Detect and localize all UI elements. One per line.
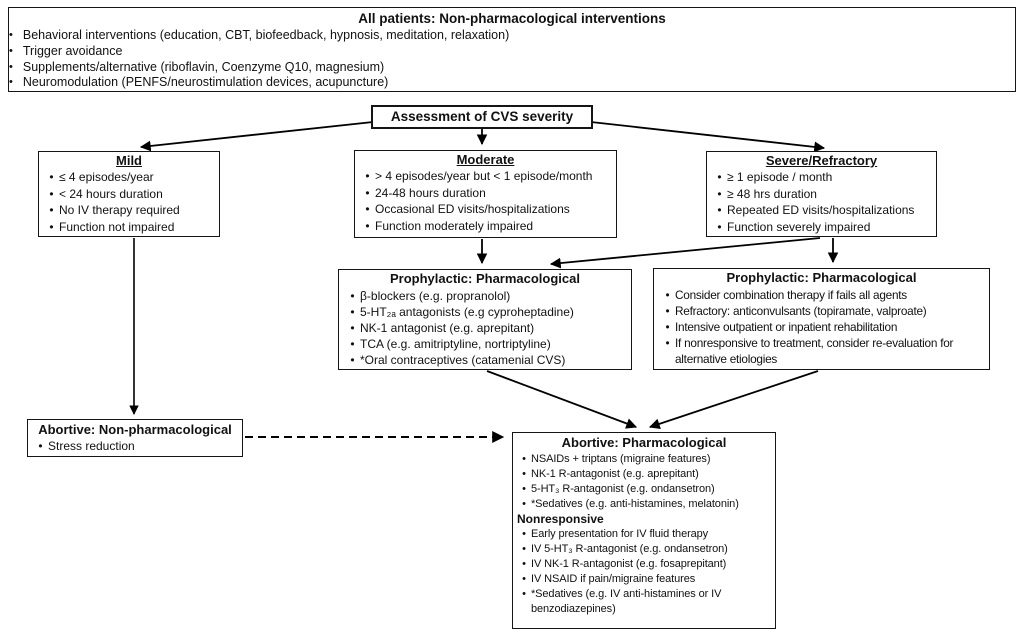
list-item: • Refractory: anticonvulsants (topiramate, valproate) xyxy=(654,303,989,319)
list-item: • > 4 episodes/year but < 1 episode/month xyxy=(355,168,616,185)
arrow-prophylactic-moderate-to-abortive-pharm xyxy=(487,371,636,427)
list-item: • *Sedatives (e.g. anti-histamines, melatonin) xyxy=(513,497,775,512)
bullet-icon: • xyxy=(350,289,355,303)
nonresponsive-subheading: Nonresponsive xyxy=(517,511,604,526)
list-item: • TCA (e.g. amitriptyline, nortriptyline) xyxy=(339,336,631,352)
bullet-icon: • xyxy=(350,353,355,367)
moderate-title: Moderate xyxy=(456,152,515,167)
assessment-box xyxy=(371,105,593,129)
list-item: • Function not impaired xyxy=(39,219,219,236)
bullet-icon: • xyxy=(717,170,722,184)
prophylactic-moderate-box xyxy=(338,269,632,370)
bullet-icon: • xyxy=(522,542,526,555)
list-item: • Function severely impaired xyxy=(707,219,936,236)
bullet-icon: • xyxy=(350,321,355,335)
bullet-icon: • xyxy=(365,202,370,216)
bullet-icon: • xyxy=(665,320,670,334)
bullet-icon: • xyxy=(49,219,54,234)
mild-title: Mild xyxy=(116,153,142,168)
bullet-icon: • xyxy=(350,337,355,351)
bullet-icon: • xyxy=(522,497,526,510)
list-item: • *Oral contraceptives (catamenial CVS) xyxy=(339,352,631,368)
list-item: • 24-48 hours duration xyxy=(355,185,616,202)
bullet-icon: • xyxy=(522,572,526,585)
bullet-icon: • xyxy=(365,169,370,183)
abortive-nonpharmacological-title: Abortive: Non-pharmacological xyxy=(38,422,232,437)
list-item: • Trigger avoidance xyxy=(9,43,123,58)
list-item: • < 24 hours duration xyxy=(39,186,219,203)
list-item: • Supplements/alternative (riboflavin, Coenzyme Q10, magnesium) xyxy=(9,59,385,74)
list-item: • Function moderately impaired xyxy=(355,218,616,235)
list-item: • NK-1 R-antagonist (e.g. aprepitant) xyxy=(513,467,775,482)
list-item: • 5-HT₃ R-antagonist (e.g. ondansetron) xyxy=(513,482,775,497)
list-item: • Consider combination therapy if fails all agents xyxy=(654,287,989,303)
bullet-icon: • xyxy=(665,336,670,350)
prophylactic-moderate-title: Prophylactic: Pharmacological xyxy=(389,271,580,286)
list-item: • No IV therapy required xyxy=(39,202,219,219)
severe-refractory-box xyxy=(706,151,937,237)
abortive-pharmacological-title: Abortive: Pharmacological xyxy=(561,435,727,450)
list-item: • IV NSAID if pain/migraine features xyxy=(513,572,775,587)
abortive-pharmacological-box xyxy=(512,432,776,629)
list-item: • ≤ 4 episodes/year xyxy=(39,169,219,186)
list-item: • IV 5-HT₃ R-antagonist (e.g. ondansetron) xyxy=(513,542,775,557)
bullet-icon: • xyxy=(522,452,526,465)
list-item: • Intensive outpatient or inpatient rehabilitation xyxy=(654,319,989,335)
bullet-icon: • xyxy=(9,44,13,57)
bullet-icon: • xyxy=(365,185,370,200)
mild-box xyxy=(38,151,220,237)
all-patients-title: All patients: Non-pharmacological interventions xyxy=(358,11,666,26)
list-item: • NK-1 antagonist (e.g. aprepitant) xyxy=(339,320,631,336)
list-item: • *Sedatives (e.g. IV anti-histamines or IV benzodiazepines) xyxy=(513,587,775,617)
bullet-icon: • xyxy=(350,305,355,319)
bullet-icon: • xyxy=(717,219,722,234)
list-item: • ≥ 48 hrs duration xyxy=(707,186,936,203)
bullet-icon: • xyxy=(717,203,722,217)
bullet-icon: • xyxy=(665,304,670,318)
bullet-icon: • xyxy=(9,76,13,89)
list-item: • 5-HT₂ₐ antagonists (e.g cyproheptadine) xyxy=(339,304,631,320)
bullet-icon: • xyxy=(9,60,13,73)
bullet-icon: • xyxy=(522,527,526,540)
list-item: • Early presentation for IV fluid therapy xyxy=(513,527,775,542)
bullet-icon: • xyxy=(49,203,54,217)
list-item: • NSAIDs + triptans (migraine features) xyxy=(513,452,775,467)
list-item: • Repeated ED visits/hospitalizations xyxy=(707,202,936,219)
bullet-icon: • xyxy=(38,439,43,453)
list-item: • Stress reduction xyxy=(28,438,242,454)
bullet-icon: • xyxy=(365,218,370,233)
list-item: • IV NK-1 R-antagonist (e.g. fosaprepitant) xyxy=(513,557,775,572)
bullet-icon: • xyxy=(522,587,526,600)
assessment-title: Assessment of CVS severity xyxy=(390,109,574,124)
bullet-icon: • xyxy=(522,467,526,480)
list-item: • If nonresponsive to treatment, consider re-evaluation for alternative etiologies xyxy=(654,335,989,367)
arrow-assessment-to-mild xyxy=(141,122,373,147)
abortive-nonpharmacological-box xyxy=(27,419,243,457)
arrow-prophylactic-severe-to-abortive-pharm xyxy=(650,371,818,427)
prophylactic-severe-box xyxy=(653,268,990,370)
bullet-icon: • xyxy=(717,186,722,201)
bullet-icon: • xyxy=(522,482,526,495)
list-item: • Occasional ED visits/hospitalizations xyxy=(355,201,616,218)
all-patients-box xyxy=(8,7,1016,92)
severe-refractory-title: Severe/Refractory xyxy=(765,153,878,168)
list-item: • ≥ 1 episode / month xyxy=(707,169,936,186)
moderate-box xyxy=(354,150,617,238)
bullet-icon: • xyxy=(49,170,54,184)
list-item: • Neuromodulation (PENFS/neurostimulation devices, acupuncture) xyxy=(9,75,389,90)
bullet-icon: • xyxy=(9,29,13,41)
list-item: • β-blockers (e.g. propranolol) xyxy=(339,288,631,304)
arrow-assessment-to-severe xyxy=(591,122,824,148)
arrow-severe-to-prophylactic-moderate xyxy=(551,238,820,264)
prophylactic-severe-title: Prophylactic: Pharmacological xyxy=(726,270,917,285)
list-item: • Behavioral interventions (education, CBT, biofeedback, hypnosis, meditation, relaxation) xyxy=(9,28,510,42)
bullet-icon: • xyxy=(522,557,526,570)
bullet-icon: • xyxy=(49,186,54,201)
bullet-icon: • xyxy=(665,288,670,302)
